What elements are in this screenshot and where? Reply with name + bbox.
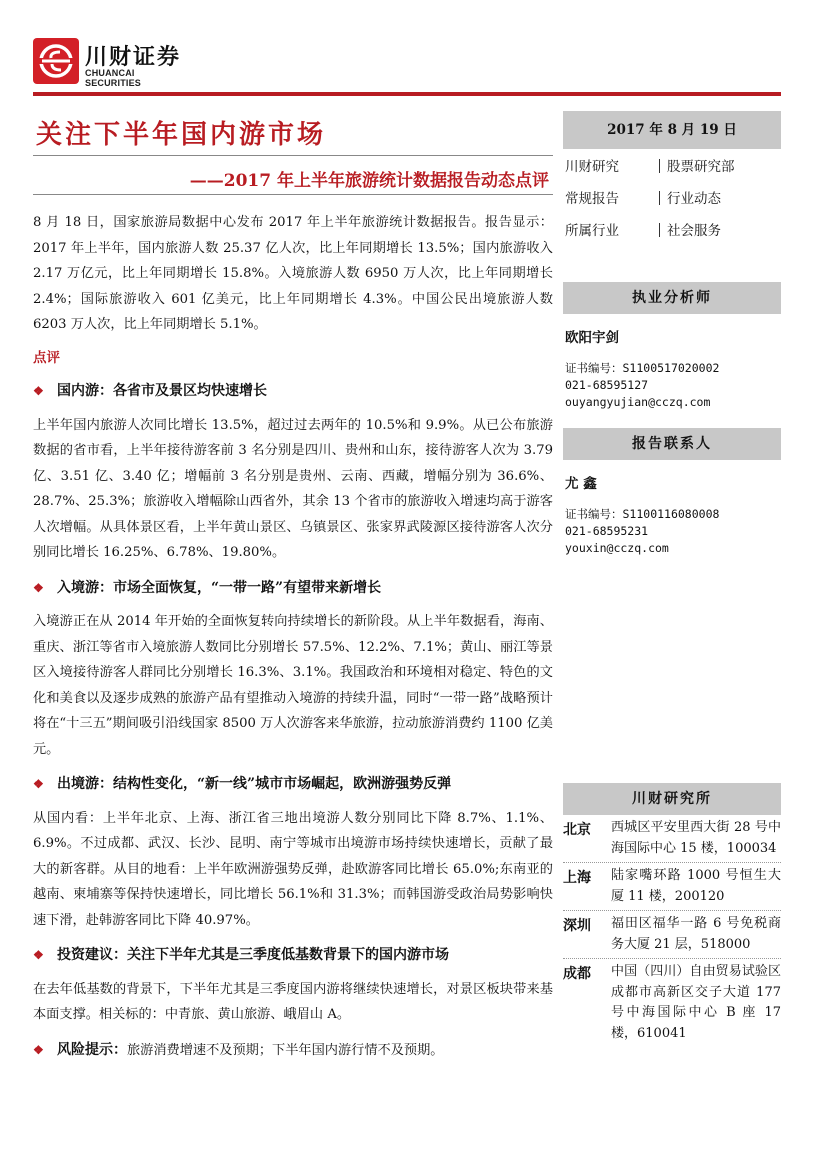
meta-separator: [659, 159, 660, 173]
office-city: 深圳: [563, 918, 591, 934]
contact-header: 报告联系人: [563, 428, 781, 460]
institute-header: 川财研究所: [563, 783, 781, 815]
contact-email[interactable]: youxin@cczq.com: [565, 541, 669, 555]
section-body-domestic: 上半年国内旅游人次同比增长 13.5%，超过过去两年的 10.5%和 9.9%。从已公布旅游数据的省市看，上半年接待游客前 3 名分别是四川、贵州和山东，接待游客人次为 3.79 亿、3.51 亿、3.40 亿；增幅前 3 名分别是贵州、云南、西藏，增幅分别为 36.6%、28.7%、25.3%；旅游收入增幅除山西省外，其余 13 个省市的旅游收入增速均高于游客人次增幅。从具体景区看，上半年黄山景区、乌镇景区、张家界武陵源区接待游客人次分别同比增长 16.25%、6.78%、19.80%。: [33, 417, 553, 560]
diamond-bullet-icon: ❖: [33, 1042, 44, 1057]
meta-row: [563, 181, 781, 213]
meta-value: 行业动态: [667, 191, 721, 207]
contact-cert: 证书编号：S1100116080008: [565, 507, 720, 521]
intro-paragraph: 8 月 18 日，国家旅游局数据中心发布 2017 年上半年旅游统计数据报告。报告显示：2017 年上半年，国内旅游人数 25.37 亿人次，比上年同期增长 13.5%；国内旅游收入 2.17 万亿元，比上年同期增长 15.8%。入境旅游人数 6950 万人次，比上年同期增长 2.4%；国际旅游收入 601 亿美元，比上年同期增长 4.3%。中国公民出境旅游人数 6203 万人次，比上年同期增长 5.1%。: [33, 215, 553, 332]
analyst-cert: 证书编号：S1100517020002: [565, 361, 720, 375]
contact-name: 尤 鑫: [565, 476, 597, 492]
section-heading-investment: [33, 943, 553, 969]
meta-key: 所属行业: [565, 223, 619, 239]
comment-label: 点评: [33, 349, 60, 366]
meta-row: [563, 149, 781, 181]
meta-value: 股票研究部: [667, 159, 735, 175]
risk-warning: [33, 1038, 553, 1064]
title-divider: [33, 155, 553, 156]
sidebar: [563, 100, 781, 1047]
contact-phone: 021-68595231: [565, 524, 649, 538]
section-body-inbound: 入境游正在从 2014 年开始的全面恢复转向持续增长的新阶段。从上半年数据看，海南、重庆、浙江等省市入境旅游人数同比分别增长 57.5%、12.2%、7.1%；黄山、丽江等景区入境接待游客人群同比分别增长 16.3%、3.1%。我国政治和环境相对稳定、特色的文化和美食以及逐步成熟的旅游产品有望推动入境游的持续升温，同时“一带一路”战略预计将在“十三五”期间吸引沿线国家 8500 万人次游客来华旅游，拉动旅游消费约 1100 亿美元。: [33, 614, 553, 757]
meta-key: 常规报告: [565, 191, 619, 207]
analyst-email[interactable]: ouyangyujian@cczq.com: [565, 395, 711, 409]
report-title: 关注下半年国内游市场: [36, 120, 327, 150]
meta-separator: [659, 191, 660, 205]
section-title: 国内游：各省市及景区均快速增长: [57, 383, 267, 399]
office-address: 陆家嘴环路 1000 号恒生大厦 11 楼，200120: [611, 868, 781, 904]
office-row: [563, 910, 781, 958]
brand-logo: [33, 38, 193, 86]
diamond-bullet-icon: ❖: [33, 384, 44, 398]
meta-value: 社会服务: [667, 223, 721, 239]
office-row: [563, 862, 781, 910]
brand-name-en: CHUANCAI SECURITIES: [85, 68, 142, 88]
analyst-name: 欧阳宇剑: [565, 330, 619, 346]
office-row: [563, 958, 781, 1047]
section-title: 出境游：结构性变化，“新一线”城市市场崛起，欧洲游强势反弹: [57, 776, 452, 792]
header-divider: [33, 92, 781, 96]
office-address: 西城区平安里西大街 28 号中海国际中心 15 楼，100034: [611, 820, 781, 856]
meta-separator: [659, 223, 660, 237]
diamond-bullet-icon: ❖: [33, 580, 44, 595]
meta-row: [563, 213, 781, 245]
main-content: [33, 210, 553, 1071]
section-heading-domestic: [33, 379, 553, 405]
section-heading-inbound: [33, 576, 553, 602]
analyst-header: 执业分析师: [563, 282, 781, 314]
section-title: 入境游：市场全面恢复，“一带一路”有望带来新增长: [57, 579, 382, 596]
office-address: 中国（四川）自由贸易试验区成都市高新区交子大道 177 号中海国际中心 B 座 17 楼，610041: [611, 964, 781, 1041]
diamond-bullet-icon: ❖: [33, 777, 44, 791]
office-city: 成都: [563, 966, 591, 982]
subtitle-divider: [33, 194, 553, 195]
risk-body: 旅游消费增速不及预期；下半年国内游行情不及预期。: [127, 1042, 444, 1058]
office-address: 福田区福华一路 6 号免税商务大厦 21 层，518000: [611, 916, 781, 952]
report-date: 2017 年 8 月 19 日: [563, 111, 781, 149]
diamond-bullet-icon: ❖: [33, 948, 44, 962]
section-heading-outbound: [33, 772, 553, 798]
meta-key: 川财研究: [565, 159, 619, 175]
section-title: 投资建议：关注下半年尤其是三季度低基数背景下的国内游市场: [57, 947, 449, 963]
section-body-outbound: 从国内看：上半年北京、上海、浙江省三地出境游人数分别同比下降 8.7%、1.1%、6.9%。不过成都、武汉、长沙、昆明、南宁等城市出境游市场持续快速增长，贡献了最大的新客群。从目的地看：上半年欧洲游强势反弹，赴欧游客同比增长 65.0%;东南亚的越南、柬埔寨等保持快速增长，同比增长 56.1%和 31.3%；而韩国游受政治局势影响快速下滑，赴韩游客同比下降 40.97%。: [33, 810, 553, 928]
brand-mark-icon: [33, 38, 79, 84]
report-subtitle: ——2017 年上半年旅游统计数据报告动态点评: [189, 171, 549, 191]
office-city: 上海: [563, 870, 591, 886]
office-row: [563, 815, 781, 862]
section-body-investment: 在去年低基数的背景下，下半年尤其是三季度国内游将继续快速增长，对景区板块带来基本面支撑。相关标的：中青旅、黄山旅游、峨眉山 A。: [33, 981, 553, 1022]
risk-heading: 风险提示：: [57, 1041, 127, 1058]
analyst-phone: 021-68595127: [565, 378, 649, 392]
office-city: 北京: [563, 822, 591, 838]
brand-name-cn: 川财证券: [85, 45, 182, 70]
